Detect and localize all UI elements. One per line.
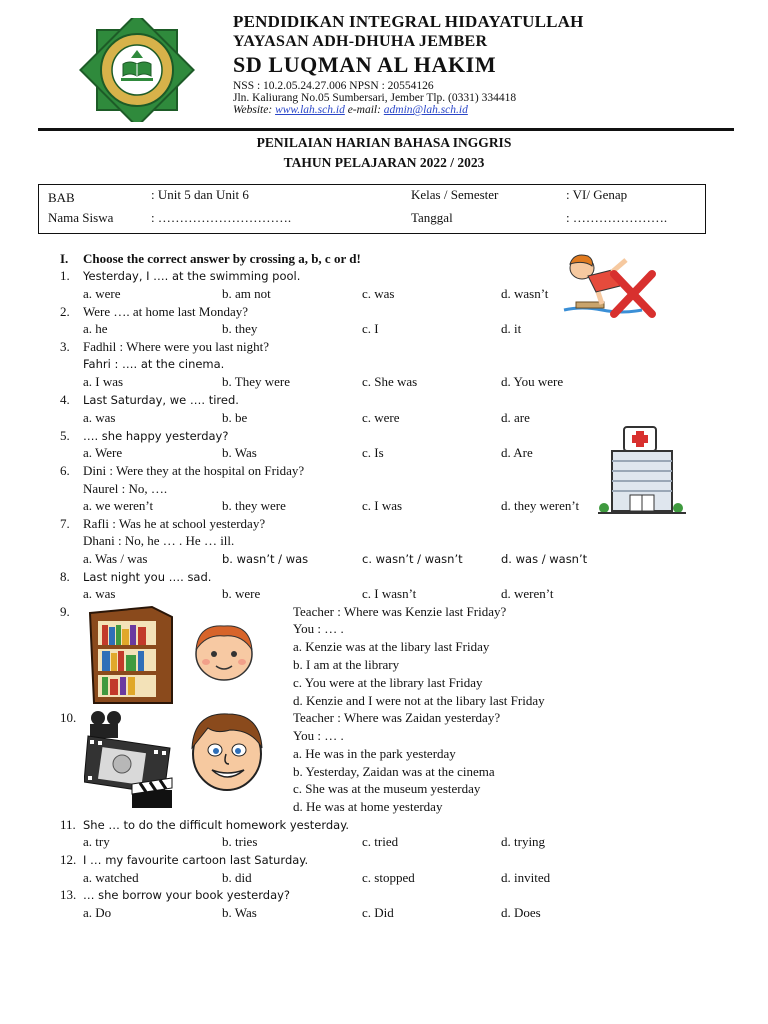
option-d[interactable]: d. Kenzie and I were not at the libary last Friday xyxy=(293,693,545,708)
option-d[interactable]: d. trying xyxy=(501,834,546,849)
option-a[interactable]: a. watched xyxy=(83,870,139,885)
dialog-line: You : … . xyxy=(293,621,344,636)
question-number: 9. xyxy=(60,604,70,619)
question-number: 8. xyxy=(60,569,70,584)
option-b[interactable]: b. am not xyxy=(222,286,271,301)
email-label: e-mail: xyxy=(344,104,384,116)
cinema-camera-icon xyxy=(84,708,176,810)
boy-brown-hair-face-icon xyxy=(186,708,268,794)
school-address: Jln. Kaliurang No.05 Sumbersari, Jember Tlp. (0331) 334418 xyxy=(233,92,517,104)
option-b[interactable]: b. I am at the library xyxy=(293,657,400,672)
option-a[interactable]: a. were xyxy=(83,286,121,301)
school-yayasan-name: YAYASAN ADH-DHUHA JEMBER xyxy=(233,33,488,50)
option-d[interactable]: d. Are xyxy=(501,445,533,460)
school-contact xyxy=(233,102,468,118)
option-d[interactable]: d. Does xyxy=(501,905,541,920)
kelas-value: : VI/ Genap xyxy=(566,187,628,202)
question-text: …. she happy yesterday? xyxy=(83,429,229,443)
question-text: Fadhil : Where were you last night? xyxy=(83,339,270,354)
question-number: 3. xyxy=(60,339,70,354)
option-b[interactable]: b. they were xyxy=(222,498,286,513)
option-a[interactable]: a. we weren’t xyxy=(83,498,154,513)
website-label: Website: xyxy=(233,104,276,116)
question-number: 2. xyxy=(60,304,70,319)
option-a[interactable]: a. try xyxy=(83,834,110,849)
question-number: 12. xyxy=(60,852,77,867)
option-c[interactable]: c. I wasn’t xyxy=(362,586,417,601)
question-number: 4. xyxy=(60,392,70,407)
question-number: 11. xyxy=(60,817,76,832)
option-a[interactable]: a. was xyxy=(83,586,116,601)
swimmer-cross-icon xyxy=(562,250,658,318)
school-name: SD LUQMAN AL HAKIM xyxy=(233,52,497,77)
option-a[interactable]: a. Kenzie was at the libary last Friday xyxy=(293,639,490,654)
question-text: Rafli : Was he at school yesterday? xyxy=(83,516,266,531)
option-c[interactable]: c. She was at the museum yesterday xyxy=(293,781,481,796)
option-a[interactable]: a. Were xyxy=(83,445,123,460)
question-text: Yesterday, I …. at the swimming pool. xyxy=(83,269,301,283)
hospital-icon xyxy=(598,425,686,515)
option-b[interactable]: b. Was xyxy=(222,905,257,920)
question-text: Naurel : No, …. xyxy=(83,481,168,496)
question-number: 7. xyxy=(60,516,70,531)
option-b[interactable]: b. were xyxy=(222,586,261,601)
option-a[interactable]: a. He was in the park yesterday xyxy=(293,746,456,761)
tanggal-label: Tanggal xyxy=(411,210,453,225)
option-d[interactable]: d. was / wasn’t xyxy=(501,552,588,566)
dialog-line: You : … . xyxy=(293,728,344,743)
option-b[interactable]: b. They were xyxy=(222,374,290,389)
exam-year: TAHUN PELAJARAN 2022 / 2023 xyxy=(283,155,485,170)
option-c[interactable]: c. Did xyxy=(362,905,394,920)
option-d[interactable]: d. are xyxy=(501,410,530,425)
question-number: 1. xyxy=(60,268,70,283)
nama-label: Nama Siswa xyxy=(48,210,114,225)
question-number: 6. xyxy=(60,463,70,478)
option-b[interactable]: b. wasn’t / was xyxy=(222,552,309,566)
section-number: I. xyxy=(60,251,69,266)
question-number: 10. xyxy=(60,710,77,725)
kelas-label: Kelas / Semester xyxy=(411,187,499,202)
tanggal-field[interactable]: : …………………. xyxy=(566,210,668,225)
option-b[interactable]: b. Yesterday, Zaidan was at the cinema xyxy=(293,764,495,779)
option-b[interactable]: b. tries xyxy=(222,834,258,849)
question-text: Fahri : …. at the cinema. xyxy=(83,357,225,371)
option-a[interactable]: a. I was xyxy=(83,374,124,389)
option-c[interactable]: c. I xyxy=(362,321,379,336)
question-text: I … my favourite cartoon last Saturday. xyxy=(83,853,309,867)
school-foundation-name: PENDIDIKAN INTEGRAL HIDAYATULLAH xyxy=(233,12,584,31)
option-b[interactable]: b. Was xyxy=(222,445,257,460)
option-a[interactable]: a. Was / was xyxy=(83,551,148,566)
option-c[interactable]: c. was xyxy=(362,286,395,301)
option-d[interactable]: d. it xyxy=(501,321,522,336)
bab-label: BAB xyxy=(48,190,75,205)
option-d[interactable]: d. weren’t xyxy=(501,586,554,601)
website-link[interactable]: www.lah.sch.id xyxy=(275,104,345,116)
option-d[interactable]: d. He was at home yesterday xyxy=(293,799,443,814)
question-text: … she borrow your book yesterday? xyxy=(83,888,291,902)
email-link[interactable]: admin@lah.sch.id xyxy=(383,104,468,116)
question-number: 5. xyxy=(60,428,70,443)
nama-field[interactable]: : …………………………. xyxy=(151,210,292,225)
option-b[interactable]: b. be xyxy=(222,410,248,425)
option-c[interactable]: c. Is xyxy=(362,445,384,460)
section-instruction: Choose the correct answer by crossing a, b, c or d! xyxy=(83,251,361,266)
option-d[interactable]: d. they weren’t xyxy=(501,498,580,513)
option-a[interactable]: a. he xyxy=(83,321,108,336)
question-text: Last night you …. sad. xyxy=(83,570,212,584)
option-c[interactable]: c. wasn’t / wasn’t xyxy=(362,552,463,566)
option-d[interactable]: d. invited xyxy=(501,870,551,885)
option-d[interactable]: d. You were xyxy=(501,374,564,389)
bab-value: : Unit 5 dan Unit 6 xyxy=(151,187,249,202)
option-c[interactable]: c. I was xyxy=(362,498,403,513)
header-divider xyxy=(38,128,734,131)
question-text: Were …. at home last Monday? xyxy=(83,304,249,319)
question-text: Dhani : No, he … . He … ill. xyxy=(83,533,235,548)
question-text: She … to do the difficult homework yesterday. xyxy=(83,818,350,832)
option-b[interactable]: b. did xyxy=(222,870,252,885)
boy-red-hair-face-icon xyxy=(188,620,260,684)
option-c[interactable]: c. were xyxy=(362,410,400,425)
dialog-line: Teacher : Where was Kenzie last Friday? xyxy=(293,604,507,619)
option-d[interactable]: d. wasn’t xyxy=(501,286,549,301)
question-text: Dini : Were they at the hospital on Friday? xyxy=(83,463,305,478)
dialog-line: Teacher : Where was Zaidan yesterday? xyxy=(293,710,501,725)
option-b[interactable]: b. they xyxy=(222,321,258,336)
school-nss: NSS : 10.2.05.24.27.006 NPSN : 20554126 xyxy=(233,80,434,92)
option-a[interactable]: a. was xyxy=(83,410,116,425)
question-text: Last Saturday, we …. tired. xyxy=(83,393,239,407)
option-c[interactable]: c. stopped xyxy=(362,870,415,885)
option-c[interactable]: c. She was xyxy=(362,374,418,389)
bookshelf-icon xyxy=(82,603,178,707)
option-a[interactable]: a. Do xyxy=(83,905,112,920)
question-number: 13. xyxy=(60,887,77,902)
option-c[interactable]: c. You were at the library last Friday xyxy=(293,675,483,690)
option-c[interactable]: c. tried xyxy=(362,834,399,849)
school-logo xyxy=(78,18,196,122)
exam-title: PENILAIAN HARIAN BAHASA INGGRIS xyxy=(256,135,512,150)
